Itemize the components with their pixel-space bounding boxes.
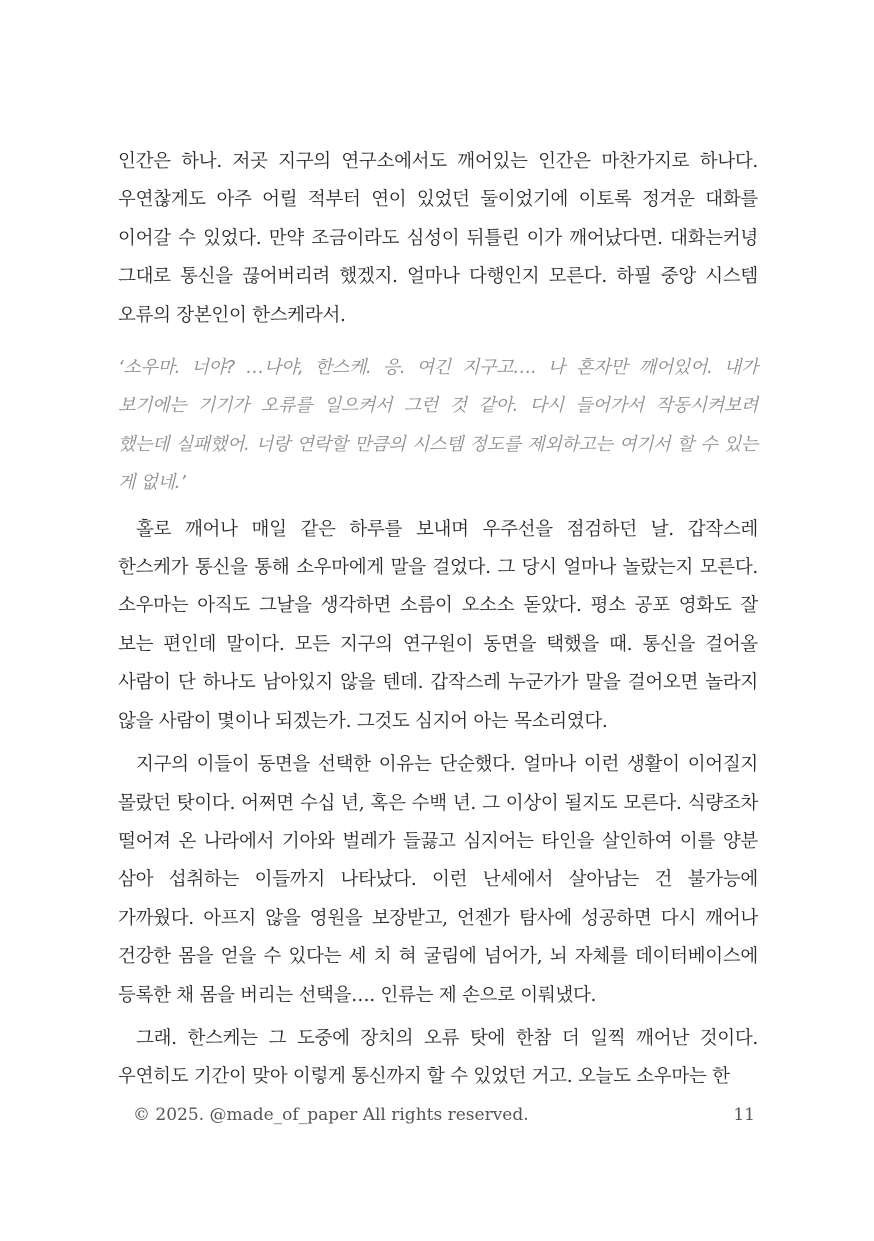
paragraph: 지구의 이들이 동면을 선택한 이유는 단순했다. 얼마나 이런 생활이 이어질지 몰랐던 탓이다. 어쩌면 수십 년, 혹은 수백 년. 그 이상이 될지도 모른다. 식량조차 떨어져 온 나라에서 기아와 벌레가 들끓고 심지어는 타인을 살인하여 이를 양분 삼아 섭취하는 이들까지 나타났다. 이런 난세에서 살아남는 건 불가능에 가까웠다. 아프지 않을 영원을 보장받고, 언젠가 탐사에 성공하면 다시 깨어나 건강한 몸을 얻을 수 있다는 세 치 혀 굴림에 넘어가, 뇌 자체를 데이터베이스에 등록한 채 몸을 버리는 선택을…. 인류는 제 손으로 이뤄냈다. xyxy=(118,754,758,1006)
paragraph: 그래. 한스케는 그 도중에 장치의 오류 탓에 한참 더 일찍 깨어난 것이다. 우연히도 기간이 맞아 이렇게 통신까지 할 수 있었던 거고. 오늘도 소우마는 한 xyxy=(118,1027,758,1088)
paragraph: 홀로 깨어나 매일 같은 하루를 보내며 우주선을 점검하던 날. 갑작스레 한스케가 통신을 통해 소우마에게 말을 걸었다. 그 당시 얼마나 놀랐는지 모른다. 소우마는 아직도 그날을 생각하면 소름이 오소소 돋았다. 평소 공포 영화도 잘 보는 편인데 말이다. 모든 지구의 연구원이 동면을 택했을 때. 통신을 걸어올 사람이 단 하나도 남아있지 않을 텐데. 갑작스레 누군가가 말을 걸어오면 놀라지 않을 사람이 몇이나 되겠는가. 그것도 심지어 아는 목소리였다. xyxy=(118,518,758,732)
paragraph: 인간은 하나. 저곳 지구의 연구소에서도 깨어있는 인간은 마찬가지로 하나다. 우연찮게도 아주 어릴 적부터 연이 있었던 둘이었기에 이토록 정겨운 대화를 이어갈 수 있었다. 만약 조금이라도 심성이 뒤틀린 이가 깨어났다면. 대화는커녕 그대로 통신을 끊어버리려 했겠지. 얼마나 다행인지 모른다. 하필 중앙 시스템 오류의 장본인이 한스케라서. xyxy=(118,151,758,326)
page-footer xyxy=(133,1105,755,1125)
quote-paragraph: ‘소우마. 너야? …나야, 한스케. 응. 여긴 지구고…. 나 혼자만 깨어있어. 내가 보기에는 기기가 오류를 일으켜서 그런 것 같아. 다시 들어가서 작동시켜보려 했는데 실패했어. 너랑 연락할 만큼의 시스템 정도를 제외하고는 여기서 할 수 있는 게 없네.’ xyxy=(118,357,758,494)
copyright-notice: © 2025. @made_of_paper All rights reserved. xyxy=(133,1105,529,1125)
page-body xyxy=(118,143,758,1097)
page-number: 11 xyxy=(733,1105,755,1125)
